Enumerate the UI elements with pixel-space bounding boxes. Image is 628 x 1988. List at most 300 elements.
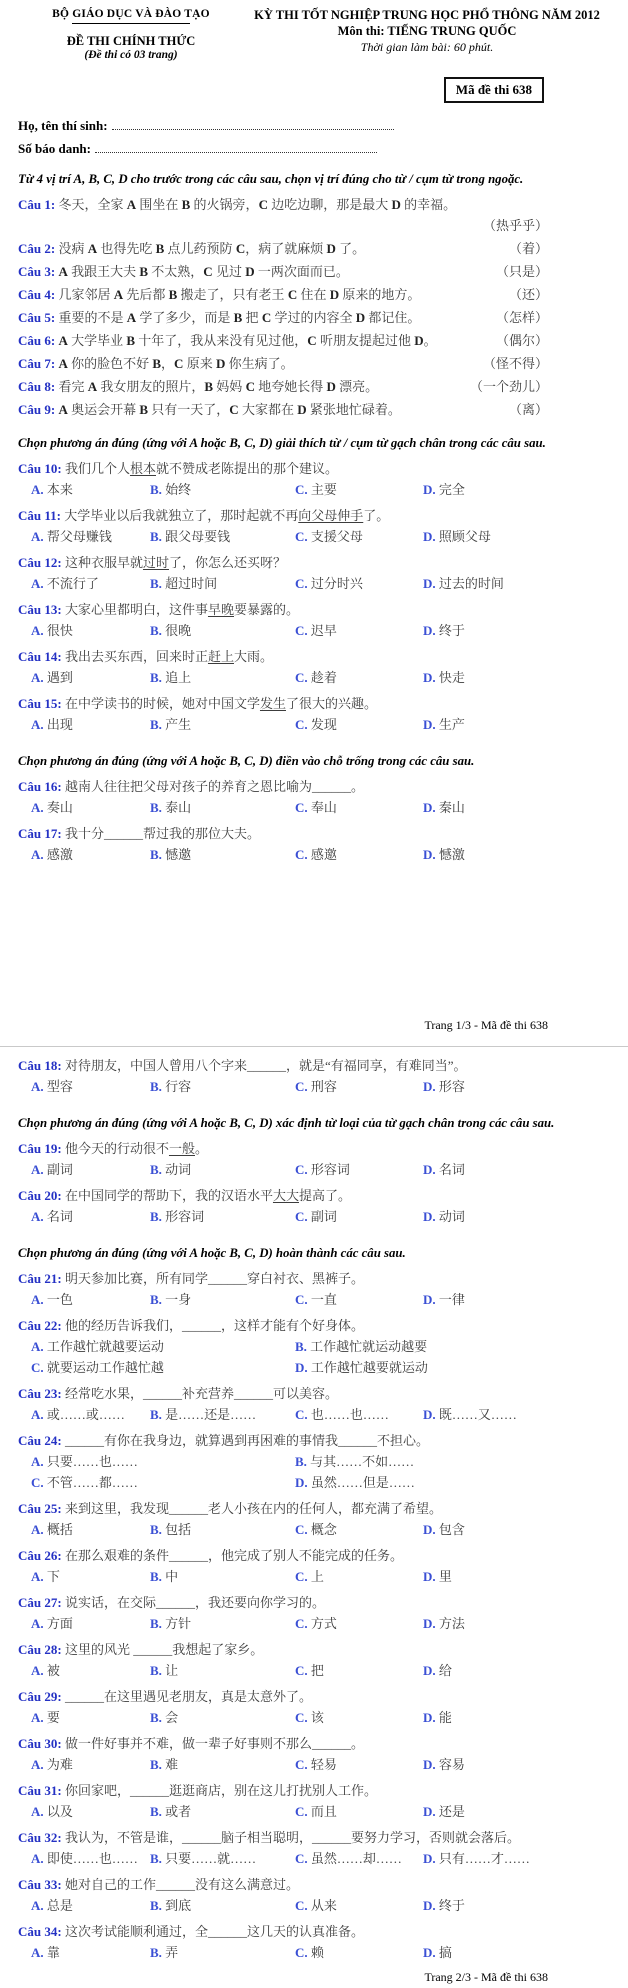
question-text: [18, 599, 610, 620]
option-item: [150, 1895, 295, 1916]
question: [18, 1921, 610, 1966]
option-text: 不管……都……: [46, 1475, 138, 1490]
option-item: [31, 1613, 150, 1634]
option-item: [423, 1519, 610, 1540]
question-text: [18, 261, 488, 282]
option-text: 憾激: [438, 847, 465, 862]
question-segment: 早晚: [207, 602, 234, 617]
question: [18, 1185, 610, 1230]
question: [18, 1268, 610, 1313]
option-letter: A.: [31, 576, 44, 591]
option-letter: D.: [423, 1757, 436, 1772]
question: [18, 307, 610, 328]
question-row: [18, 1315, 610, 1336]
option-text: 本来: [46, 482, 73, 497]
question-segment: 要暴露的。: [233, 602, 299, 617]
option-text: 方面: [46, 1616, 73, 1631]
question-text: [18, 1138, 610, 1159]
option-letter: A.: [31, 1710, 44, 1725]
option-item: [295, 1336, 610, 1357]
option-item: [31, 1754, 150, 1775]
options-grid: [18, 1336, 610, 1378]
option-item: [31, 844, 150, 865]
option-item: [295, 526, 423, 547]
question-segment: 在那么艰难的条件______，他完成了别人不能完成的任务。: [64, 1548, 403, 1563]
option-letter: D.: [295, 1475, 308, 1490]
option-text: 即使……也……: [46, 1851, 138, 1866]
question: [18, 194, 610, 236]
question-label: Câu 19:: [18, 1141, 62, 1156]
option-letter: B.: [150, 1945, 162, 1960]
question-label: Câu 8:: [18, 379, 56, 394]
question-text: [18, 376, 462, 397]
option-text: 形容: [438, 1079, 465, 1094]
option-item: [31, 1848, 150, 1869]
question-row: [18, 1545, 610, 1566]
question-segment: 一般: [168, 1141, 195, 1156]
option-item: [31, 573, 150, 594]
option-letter: D.: [423, 529, 436, 544]
option-letter: D.: [423, 576, 436, 591]
option-text: 名词: [46, 1209, 73, 1224]
question-segment: ______有你在我身边，就算遇到再困难的事情我______不担心。: [64, 1433, 429, 1448]
option-item: [423, 1566, 610, 1587]
question-label: Câu 6:: [18, 333, 56, 348]
ministry-underline: [72, 23, 190, 24]
question: [18, 1545, 610, 1590]
question-label: Câu 16:: [18, 779, 62, 794]
question-row: [18, 1827, 610, 1848]
option-letter: C.: [295, 1407, 308, 1422]
question-segment: 你回家吧，______逛逛商店，别在这儿打扰别人工作。: [64, 1783, 377, 1798]
option-letter: B.: [150, 670, 162, 685]
question-text: [18, 1639, 610, 1660]
question-text: [18, 693, 610, 714]
question: [18, 693, 610, 738]
pages-note: (Đề thi có 03 trang): [84, 49, 178, 61]
option-item: [31, 1357, 295, 1378]
question-label: Câu 29:: [18, 1689, 62, 1704]
option-letter: A.: [31, 1851, 44, 1866]
option-text: 动词: [165, 1162, 192, 1177]
question-segment: 说实话，在交际______，我还要向你学习的。: [64, 1595, 325, 1610]
option-text: 不流行了: [46, 576, 99, 591]
question-label: Câu 31:: [18, 1783, 62, 1798]
option-text: 搞: [438, 1945, 452, 1960]
option-text: 遇到: [46, 670, 73, 685]
question: [18, 1592, 610, 1637]
option-item: [295, 620, 423, 641]
option-letter: A.: [31, 800, 44, 815]
question-text: [18, 646, 610, 667]
option-item: [423, 1895, 610, 1916]
question-segment: 。: [194, 1141, 208, 1156]
question-segment: 在中学读书的时候，她对中国文学: [64, 696, 260, 711]
question-row: [18, 1592, 610, 1613]
options-grid: [18, 1754, 610, 1775]
option-text: 照顾父母: [438, 529, 491, 544]
option-letter: A.: [31, 1898, 44, 1913]
option-text: 包括: [165, 1522, 192, 1537]
question: [18, 1733, 610, 1778]
option-item: [150, 1613, 295, 1634]
question-row: [18, 693, 610, 714]
question-label: Câu 32:: [18, 1830, 62, 1845]
question-text: [18, 194, 610, 215]
option-text: 发现: [310, 717, 337, 732]
option-letter: D.: [423, 482, 436, 497]
question-hint: （只是）: [495, 264, 548, 279]
option-text: 型容: [46, 1079, 73, 1094]
question-hint: （热乎乎）: [482, 218, 548, 233]
option-text: 奏山: [46, 800, 73, 815]
option-letter: D.: [423, 623, 436, 638]
option-letter: C.: [295, 1162, 308, 1177]
option-letter: C.: [295, 1616, 308, 1631]
options-grid: [18, 1289, 610, 1310]
option-item: [150, 1566, 295, 1587]
option-text: 只有……才……: [438, 1851, 530, 1866]
option-item: [295, 797, 423, 818]
question-row: [18, 284, 610, 305]
option-text: 从来: [310, 1898, 337, 1913]
question-segment: 他今天的行动很不: [64, 1141, 169, 1156]
question-label: Câu 22:: [18, 1318, 62, 1333]
option-letter: B.: [150, 1162, 162, 1177]
option-text: 奉山: [310, 800, 337, 815]
question-row: [18, 353, 610, 374]
option-item: [295, 1357, 610, 1378]
question-segment: 这次考试能顺利通过，全______这几天的认真准备。: [64, 1924, 364, 1939]
option-text: 给: [438, 1663, 452, 1678]
option-item: [295, 1206, 423, 1227]
question-segment: 看完 A 我女朋友的照片，B 妈妈 C 地夸她长得 D 漂亮。: [58, 379, 379, 394]
question: [18, 330, 610, 351]
options-grid: [18, 1404, 610, 1425]
options-grid: [18, 1206, 610, 1227]
option-item: [150, 667, 295, 688]
option-letter: B.: [150, 1569, 162, 1584]
question-row: [18, 458, 610, 479]
question-text: [18, 284, 501, 305]
question-text: [18, 1498, 610, 1519]
question: [18, 1055, 610, 1100]
question-hint: （还）: [508, 287, 548, 302]
option-text: 以及: [46, 1804, 73, 1819]
option-item: [31, 714, 150, 735]
question-text: [18, 353, 475, 374]
header-right-block: [244, 8, 610, 55]
question-text: [18, 1874, 610, 1895]
option-item: [295, 479, 423, 500]
option-text: 被: [46, 1663, 60, 1678]
option-item: [31, 1289, 150, 1310]
option-letter: B.: [295, 1454, 307, 1469]
option-item: [31, 1895, 150, 1916]
ministry-name: BỘ GIÁO DỤC VÀ ĐÀO TẠO: [52, 8, 210, 20]
option-letter: A.: [31, 1407, 44, 1422]
option-letter: D.: [423, 847, 436, 862]
options-grid: [18, 1613, 610, 1634]
question: [18, 1383, 610, 1428]
option-letter: B.: [150, 1522, 162, 1537]
option-text: 上: [310, 1569, 324, 1584]
option-letter: B.: [150, 1757, 162, 1772]
option-text: 要: [46, 1710, 60, 1725]
question-text: [18, 1686, 610, 1707]
options-grid: [18, 1848, 610, 1869]
candidate-id-row: [18, 139, 610, 158]
option-item: [423, 1848, 610, 1869]
question-segment: 这种衣服早就: [64, 555, 143, 570]
question-row: [18, 1430, 610, 1451]
question-label: Câu 23:: [18, 1386, 62, 1401]
option-letter: B.: [295, 1339, 307, 1354]
option-letter: B.: [150, 1804, 162, 1819]
option-text: 既……又……: [438, 1407, 517, 1422]
option-item: [150, 573, 295, 594]
question-label: Câu 34:: [18, 1924, 62, 1939]
question: [18, 599, 610, 644]
question-text: [18, 1921, 610, 1942]
candidate-name-label: Họ, tên thí sinh:: [18, 118, 108, 133]
question-label: Câu 4:: [18, 287, 56, 302]
question: [18, 261, 610, 282]
option-item: [31, 526, 150, 547]
option-text: 工作越忙就运动越要: [310, 1339, 428, 1354]
option-text: 概念: [310, 1522, 337, 1537]
question-row: [18, 1268, 610, 1289]
question-label: Câu 20:: [18, 1188, 62, 1203]
option-item: [295, 1076, 423, 1097]
option-item: [295, 844, 423, 865]
question-text: [18, 330, 488, 351]
question-text: [18, 1185, 610, 1206]
option-text: 一直: [310, 1292, 337, 1307]
candidate-name-blank-line: [112, 116, 394, 130]
option-item: [423, 1206, 610, 1227]
option-item: [295, 1159, 423, 1180]
question-label: Câu 14:: [18, 649, 62, 664]
question-hint: （着）: [508, 241, 548, 256]
question-segment: 她对自己的工作______没有这么满意过。: [64, 1877, 299, 1892]
option-item: [423, 1754, 610, 1775]
question-label: Câu 12:: [18, 555, 62, 570]
option-item: [423, 1801, 610, 1822]
options-grid: [18, 844, 610, 865]
option-letter: C.: [295, 1079, 308, 1094]
option-item: [423, 1289, 610, 1310]
option-text: 过去的时间: [438, 576, 504, 591]
option-letter: B.: [150, 1663, 162, 1678]
question-segment: 做一件好事并不难，做一辈子好事则不那么______。: [64, 1736, 364, 1751]
question-segment: 大雨。: [233, 649, 273, 664]
option-text: 形容词: [165, 1209, 205, 1224]
option-item: [295, 1707, 423, 1728]
option-letter: B.: [150, 1616, 162, 1631]
option-item: [31, 667, 150, 688]
option-text: 迟早: [310, 623, 337, 638]
question-hint-line: [18, 215, 610, 236]
option-item: [150, 1289, 295, 1310]
option-text: 一色: [46, 1292, 73, 1307]
question-row: [18, 1921, 610, 1942]
exam-subject: Môn thi: TIẾNG TRUNG QUỐC: [337, 24, 517, 38]
question-text: [18, 307, 488, 328]
option-letter: D.: [423, 670, 436, 685]
option-letter: A.: [31, 717, 44, 732]
option-text: 行容: [165, 1079, 192, 1094]
question-segment: 在中国同学的帮助下，我的汉语水平: [64, 1188, 273, 1203]
question-segment: A 你的脸色不好 B，C 原来 D 你生病了。: [58, 356, 294, 371]
question: [18, 1780, 610, 1825]
question-row: [18, 1185, 610, 1206]
option-text: 方针: [165, 1616, 192, 1631]
option-letter: A.: [31, 1757, 44, 1772]
option-text: 帮父母赚钱: [46, 529, 112, 544]
option-letter: C.: [295, 529, 308, 544]
option-text: 跟父母要钱: [165, 529, 231, 544]
option-letter: A.: [31, 670, 44, 685]
option-letter: D.: [423, 1945, 436, 1960]
option-text: 感激: [46, 847, 73, 862]
page-footer: Trang 2/3 - Mã đề thi 638: [424, 1970, 548, 1984]
option-text: 出现: [46, 717, 73, 732]
question-text: [18, 1827, 610, 1848]
option-item: [423, 573, 610, 594]
question-segment: 我认为，不管是谁，______脑子相当聪明，______要努力学习，否则就会落后。: [64, 1830, 520, 1845]
option-text: 支援父母: [310, 529, 363, 544]
option-text: 很快: [46, 623, 73, 638]
option-text: 一身: [165, 1292, 192, 1307]
option-letter: C.: [295, 1710, 308, 1725]
option-letter: D.: [423, 1616, 436, 1631]
option-item: [423, 1613, 610, 1634]
question-segment: 他的经历告诉我们，______，这样才能有个好身体。: [64, 1318, 364, 1333]
question: [18, 646, 610, 691]
question-segment: 就不赞成老陈提出的那个建议。: [155, 461, 338, 476]
question-segment: 几家邻居 A 先后都 B 搬走了，只有老王 C 住在 D 原来的地方。: [58, 287, 421, 302]
option-text: 始终: [165, 482, 192, 497]
question-row: [18, 1686, 610, 1707]
question-label: Câu 1:: [18, 197, 56, 212]
question-segment: 了很大的兴趣。: [285, 696, 377, 711]
exam-title: KỲ THI TỐT NGHIỆP TRUNG HỌC PHỔ THÔNG NĂM 2012: [254, 8, 600, 22]
question-label: Câu 11:: [18, 508, 61, 523]
question-text: [18, 399, 501, 420]
option-item: [31, 1801, 150, 1822]
question: [18, 1686, 610, 1731]
option-item: [150, 1660, 295, 1681]
option-letter: C.: [295, 1757, 308, 1772]
option-text: 秦山: [438, 800, 465, 815]
question: [18, 1498, 610, 1543]
option-text: 终于: [438, 623, 465, 638]
option-letter: D.: [423, 1407, 436, 1422]
question-row: [18, 1874, 610, 1895]
question-label: Câu 24:: [18, 1433, 62, 1448]
question-row: [18, 399, 610, 420]
question-segment: 没病 A 也得先吃 B 点儿药预防 C，病了就麻烦 D 了。: [58, 241, 366, 256]
option-text: 只要……也……: [46, 1454, 138, 1469]
question-segment: 来到这里，我发现______老人小孩在内的任何人，都充满了希望。: [64, 1501, 442, 1516]
option-item: [295, 1942, 423, 1963]
question-segment: 大大: [272, 1188, 299, 1203]
question-segment: 根本: [129, 461, 156, 476]
question-hint: （离）: [508, 402, 548, 417]
option-text: 形容词: [310, 1162, 350, 1177]
options-grid: [18, 1566, 610, 1587]
option-text: 总是: [46, 1898, 73, 1913]
question-text: [18, 1055, 610, 1076]
option-text: 产生: [165, 717, 192, 732]
question-segment: A 奥运会开幕 B 只有一天了，C 大家都在 D 紧张地忙碌着。: [58, 402, 401, 417]
option-item: [423, 1660, 610, 1681]
option-text: 或……或……: [46, 1407, 125, 1422]
section-instruction: Chọn phương án đúng (ứng với A hoặc B, C, D) hoàn thành các câu sau.: [18, 1246, 406, 1260]
option-text: 终于: [438, 1898, 465, 1913]
exam-page-2: [18, 1055, 610, 1984]
option-letter: C.: [295, 1851, 308, 1866]
question-row: [18, 1639, 610, 1660]
option-item: [295, 714, 423, 735]
option-item: [150, 844, 295, 865]
option-item: [31, 1707, 150, 1728]
question-row: [18, 376, 610, 397]
option-item: [150, 1942, 295, 1963]
question-label: Câu 26:: [18, 1548, 62, 1563]
question-label: Câu 5:: [18, 310, 56, 325]
question-segment: 重要的不是 A 学了多少，而是 B 把 C 学过的内容全 D 都记住。: [58, 310, 421, 325]
options-grid: [18, 1076, 610, 1097]
option-item: [150, 1404, 295, 1425]
question-label: Câu 15:: [18, 696, 62, 711]
option-item: [423, 797, 610, 818]
option-text: 刑容: [310, 1079, 337, 1094]
option-text: 就要运动工作越忙越: [46, 1360, 164, 1375]
option-letter: B.: [150, 1898, 162, 1913]
option-item: [423, 1076, 610, 1097]
option-letter: D.: [423, 1079, 436, 1094]
question-segment: 我十分______帮过我的那位大夫。: [64, 826, 260, 841]
option-letter: B.: [150, 576, 162, 591]
option-text: 赖: [310, 1945, 324, 1960]
question-label: Câu 30:: [18, 1736, 62, 1751]
question-label: Câu 28:: [18, 1642, 62, 1657]
option-item: [31, 1519, 150, 1540]
option-item: [31, 1472, 295, 1493]
option-letter: B.: [150, 1209, 162, 1224]
options-grid: [18, 1801, 610, 1822]
question-hint: （怪不得）: [482, 356, 548, 371]
option-item: [295, 1472, 610, 1493]
option-item: [295, 1895, 423, 1916]
option-text: 很晚: [165, 623, 192, 638]
option-letter: C.: [295, 1569, 308, 1584]
question-row: [18, 307, 610, 328]
option-item: [295, 1613, 423, 1634]
option-letter: C.: [295, 670, 308, 685]
question-hint: （偶尔）: [495, 333, 548, 348]
option-text: 为难: [46, 1757, 73, 1772]
option-text: 只要……就……: [165, 1851, 257, 1866]
option-letter: A.: [31, 1339, 44, 1354]
question: [18, 505, 610, 550]
option-item: [423, 714, 610, 735]
candidate-id-blank-line: [95, 139, 377, 153]
question-text: [18, 1268, 610, 1289]
option-text: 概括: [46, 1522, 73, 1537]
